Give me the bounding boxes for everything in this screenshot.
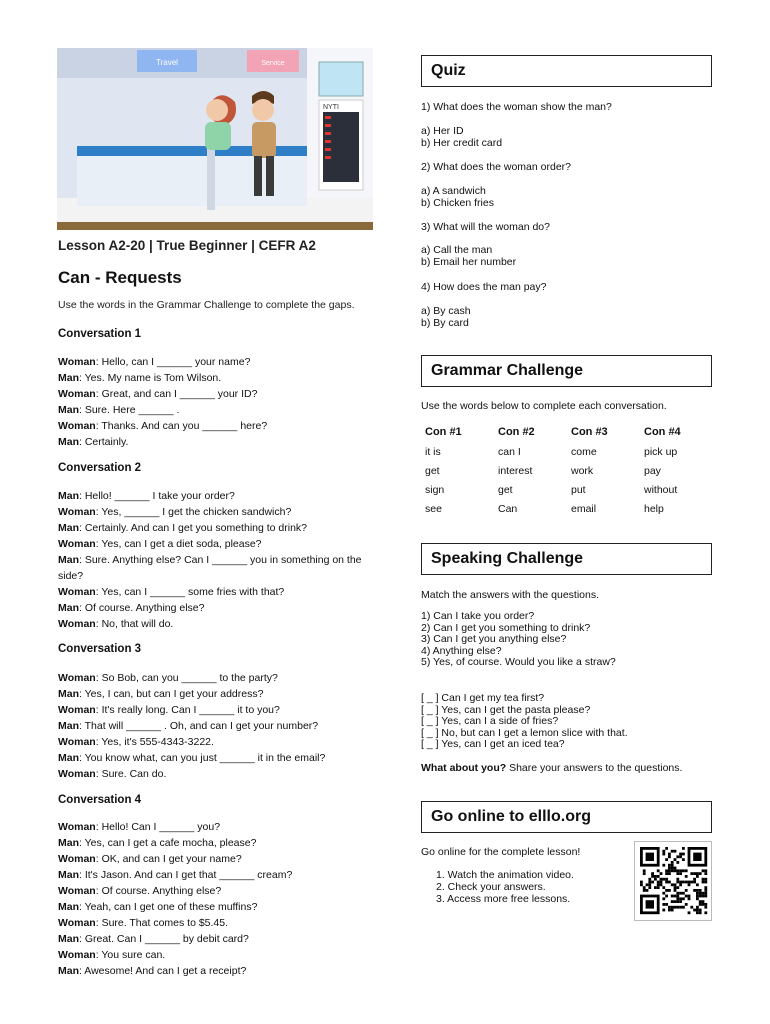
- speaker: Woman: [58, 885, 96, 897]
- table-cell: interest: [498, 465, 533, 477]
- quiz-question-2: [421, 161, 571, 209]
- dialogue-line: [58, 931, 378, 947]
- what-about-label: What about you?: [421, 762, 507, 774]
- speaker: Woman: [58, 704, 96, 716]
- speaker: Woman: [58, 949, 96, 961]
- line-text: : Yes. My name is Tom Wilson.: [79, 372, 222, 384]
- table-row: [421, 484, 713, 503]
- line-text: : That will ______ . Oh, and can I get your number?: [79, 720, 319, 732]
- column-header: Con #2: [498, 426, 535, 438]
- table-row: [421, 465, 713, 484]
- speaker: Man: [58, 522, 79, 534]
- line-text: : Hello, can I ______ your name?: [95, 356, 251, 368]
- dialogue-line: [58, 536, 378, 552]
- speaker: Man: [58, 837, 79, 849]
- speaker: Woman: [58, 618, 96, 630]
- speaking-intro: Match the answers with the questions.: [421, 589, 600, 601]
- column-header: Con #3: [571, 426, 608, 438]
- line-text: : Of course. Anything else?: [95, 885, 222, 897]
- line-text: : Awesome! And can I get a receipt?: [79, 965, 247, 977]
- speaker: Woman: [58, 672, 96, 684]
- table-cell: without: [644, 484, 678, 496]
- conversation-1-heading: Conversation 1: [58, 328, 142, 340]
- dialogue-line: [58, 434, 378, 450]
- list-item: 1) Can I take you order?: [421, 610, 535, 622]
- table-cell: sign: [425, 484, 445, 496]
- qr-code[interactable]: [634, 841, 712, 921]
- line-text: : You know what, can you just ______ it in the email?: [79, 752, 326, 764]
- grammar-challenge-heading: Grammar Challenge: [421, 355, 712, 387]
- answer-option: b) By card: [421, 317, 469, 329]
- column-header: Con #1: [425, 426, 462, 438]
- speaker: Woman: [58, 356, 96, 368]
- grammar-intro: Use the words below to complete each conversation.: [421, 400, 667, 412]
- column-header: Con #4: [644, 426, 681, 438]
- table-row: [421, 446, 713, 465]
- list-item: [ _ ] Yes, can I get the pasta please?: [421, 703, 591, 716]
- line-text: : Of course. Anything else?: [79, 602, 205, 614]
- lesson-meta: Lesson A2-20 | True Beginner | CEFR A2: [58, 238, 316, 253]
- speaker: Man: [58, 490, 79, 502]
- what-about-you: [421, 762, 682, 774]
- list-item: 3) Can I get you anything else?: [421, 633, 567, 646]
- table-cell: work: [571, 465, 594, 477]
- speaker: Man: [58, 372, 79, 384]
- list-item: 2) Can I get you something to drink?: [421, 621, 591, 634]
- speaker: Woman: [58, 420, 96, 432]
- line-text: : OK, and can I get your name?: [95, 853, 242, 865]
- table-cell: help: [644, 503, 664, 515]
- question-text: 2) What does the woman order?: [421, 161, 571, 173]
- speaking-questions: [421, 611, 616, 669]
- table-cell: it is: [425, 446, 441, 458]
- line-text: : So Bob, can you ______ to the party?: [95, 672, 278, 684]
- conversation-3: [58, 670, 378, 782]
- speaker: Man: [58, 688, 79, 700]
- scene-sign-service: Service: [261, 60, 285, 67]
- line-text: : Yes, I can, but can I get your address?: [79, 688, 264, 700]
- dialogue-line: [58, 899, 378, 915]
- speaker: Man: [58, 752, 79, 764]
- dialogue-line: [58, 616, 378, 632]
- line-text: : It's really long. Can I ______ it to you?: [95, 704, 280, 716]
- question-text: 4) How does the man pay?: [421, 281, 547, 293]
- answer-option: b) Her credit card: [421, 137, 503, 149]
- dialogue-line: [58, 883, 378, 899]
- go-online-intro: Go online for the complete lesson!: [421, 846, 581, 858]
- dialogue-line: [58, 867, 378, 883]
- question-text: 1) What does the woman show the man?: [421, 101, 612, 113]
- conversation-2: [58, 488, 378, 632]
- speaker: Man: [58, 404, 79, 416]
- lesson-instructions: Use the words in the Grammar Challenge to complete the gaps.: [58, 299, 355, 311]
- table-header-row: [421, 426, 713, 446]
- dialogue-line: [58, 750, 378, 766]
- line-text: : Sure. Can do.: [95, 768, 167, 780]
- line-text: : Yes, ______ I get the chicken sandwich?: [95, 506, 292, 518]
- line-text: : Great, and can I ______ your ID?: [95, 388, 258, 400]
- line-text: : Sure. Anything else? Can I ______ you in something on the side?: [58, 554, 362, 582]
- answer-option: a) By cash: [421, 305, 471, 317]
- line-text: : Yes, it's 555-4343-3222.: [95, 736, 214, 748]
- quiz-question-4: [421, 281, 547, 329]
- list-item: 4) Anything else?: [421, 644, 502, 657]
- speaker: Man: [58, 554, 79, 566]
- table-cell: come: [571, 446, 597, 458]
- dialogue-line: [58, 851, 378, 867]
- table-row: [421, 503, 713, 522]
- dialogue-line: [58, 963, 378, 979]
- conversation-2-heading: Conversation 2: [58, 462, 142, 474]
- scene-sign-travel: Travel: [156, 58, 178, 67]
- list-item: [ _ ] Yes, can I a side of fries?: [421, 715, 559, 728]
- table-cell: get: [498, 484, 513, 496]
- speaker: Man: [58, 965, 79, 977]
- speaker: Man: [58, 720, 79, 732]
- scene-sign-board: NYTI: [323, 104, 339, 111]
- list-item: 5) Yes, of course. Would you like a straw?: [421, 656, 616, 669]
- speaker: Man: [58, 901, 79, 913]
- question-text: 3) What will the woman do?: [421, 221, 550, 233]
- line-text: : It's Jason. And can I get that ______ cream?: [79, 869, 293, 881]
- quiz-question-3: [421, 221, 550, 268]
- speaker: Woman: [58, 736, 96, 748]
- speaker: Woman: [58, 853, 96, 865]
- dialogue-line: [58, 402, 378, 418]
- dialogue-line: [58, 915, 378, 931]
- line-text: : Certainly. And can I get you something to drink?: [79, 522, 308, 534]
- line-text: : Yeah, can I get one of these muffins?: [79, 901, 258, 913]
- lesson-illustration: [57, 48, 373, 230]
- speaker: Man: [58, 436, 79, 448]
- list-item: 2. Check your answers.: [436, 881, 546, 893]
- line-text: : Yes, can I get a cafe mocha, please?: [79, 837, 257, 849]
- speaker: Man: [58, 602, 79, 614]
- dialogue-line: [58, 718, 378, 734]
- dialogue-line: [58, 386, 378, 402]
- quiz-heading: Quiz: [421, 55, 712, 87]
- line-text: : Sure. Here ______ .: [79, 404, 180, 416]
- dialogue-line: [58, 835, 378, 851]
- speaker: Woman: [58, 538, 96, 550]
- dialogue-line: [58, 734, 378, 750]
- answer-option: b) Email her number: [421, 256, 517, 268]
- line-text: : Thanks. And can you ______ here?: [95, 420, 268, 432]
- dialogue-line: [58, 947, 378, 963]
- quiz-question-1: [421, 101, 612, 149]
- speaker: Woman: [58, 388, 96, 400]
- dialogue-line: [58, 702, 378, 718]
- table-cell: get: [425, 465, 440, 477]
- dialogue-line: [58, 819, 378, 835]
- dialogue-line: [58, 504, 378, 520]
- speaking-answers: [421, 693, 628, 751]
- dialogue-line: [58, 520, 378, 536]
- table-cell: put: [571, 484, 586, 496]
- dialogue-line: [58, 370, 378, 386]
- conversation-3-heading: Conversation 3: [58, 643, 142, 655]
- line-text: : Great. Can I ______ by debit card?: [79, 933, 249, 945]
- dialogue-line: [58, 670, 378, 686]
- answer-option: a) Call the man: [421, 244, 493, 256]
- speaker: Woman: [58, 586, 96, 598]
- table-cell: email: [571, 503, 597, 515]
- what-about-text: Share your answers to the questions.: [506, 762, 683, 774]
- list-item: [ _ ] Can I get my tea first?: [421, 692, 545, 704]
- answer-option: b) Chicken fries: [421, 197, 494, 209]
- grammar-table: [421, 426, 713, 522]
- list-item: 1. Watch the animation video.: [436, 869, 574, 881]
- dialogue-line: [58, 766, 378, 782]
- table-cell: can I: [498, 446, 521, 458]
- dialogue-line: [58, 686, 378, 702]
- dialogue-line: [58, 600, 378, 616]
- conversation-1: [58, 354, 378, 450]
- speaker: Woman: [58, 768, 96, 780]
- go-online-heading: Go online to elllo.org: [421, 801, 712, 833]
- speaker: Man: [58, 933, 79, 945]
- table-cell: Can: [498, 503, 518, 515]
- conversation-4-heading: Conversation 4: [58, 794, 142, 806]
- speaking-challenge-heading: Speaking Challenge: [421, 543, 712, 575]
- speaker: Woman: [58, 821, 96, 833]
- line-text: : Yes, can I ______ some fries with that?: [95, 586, 285, 598]
- list-item: [ _ ] Yes, can I get an iced tea?: [421, 738, 565, 751]
- line-text: : You sure can.: [95, 949, 166, 961]
- table-cell: pick up: [644, 446, 678, 458]
- line-text: : Hello! Can I ______ you?: [95, 821, 221, 833]
- lesson-title: Can - Requests: [58, 268, 182, 287]
- dialogue-line: [58, 488, 378, 504]
- dialogue-line: [58, 584, 378, 600]
- dialogue-line: [58, 552, 378, 584]
- go-online-list: [436, 869, 574, 905]
- speaker: Woman: [58, 917, 96, 929]
- line-text: : Sure. That comes to $5.45.: [95, 917, 229, 929]
- line-text: : Hello! ______ I take your order?: [79, 490, 235, 502]
- list-item: 3. Access more free lessons.: [436, 893, 571, 905]
- speaker: Woman: [58, 506, 96, 518]
- table-cell: see: [425, 503, 442, 515]
- conversation-4: [58, 819, 378, 979]
- table-cell: pay: [644, 465, 661, 477]
- answer-option: a) A sandwich: [421, 185, 486, 197]
- dialogue-line: [58, 354, 378, 370]
- line-text: : No, that will do.: [95, 618, 174, 630]
- dialogue-line: [58, 418, 378, 434]
- answer-option: a) Her ID: [421, 125, 464, 137]
- line-text: : Yes, can I get a diet soda, please?: [95, 538, 262, 550]
- line-text: : Certainly.: [79, 436, 129, 448]
- list-item: [ _ ] No, but can I get a lemon slice with that.: [421, 726, 628, 739]
- speaker: Man: [58, 869, 79, 881]
